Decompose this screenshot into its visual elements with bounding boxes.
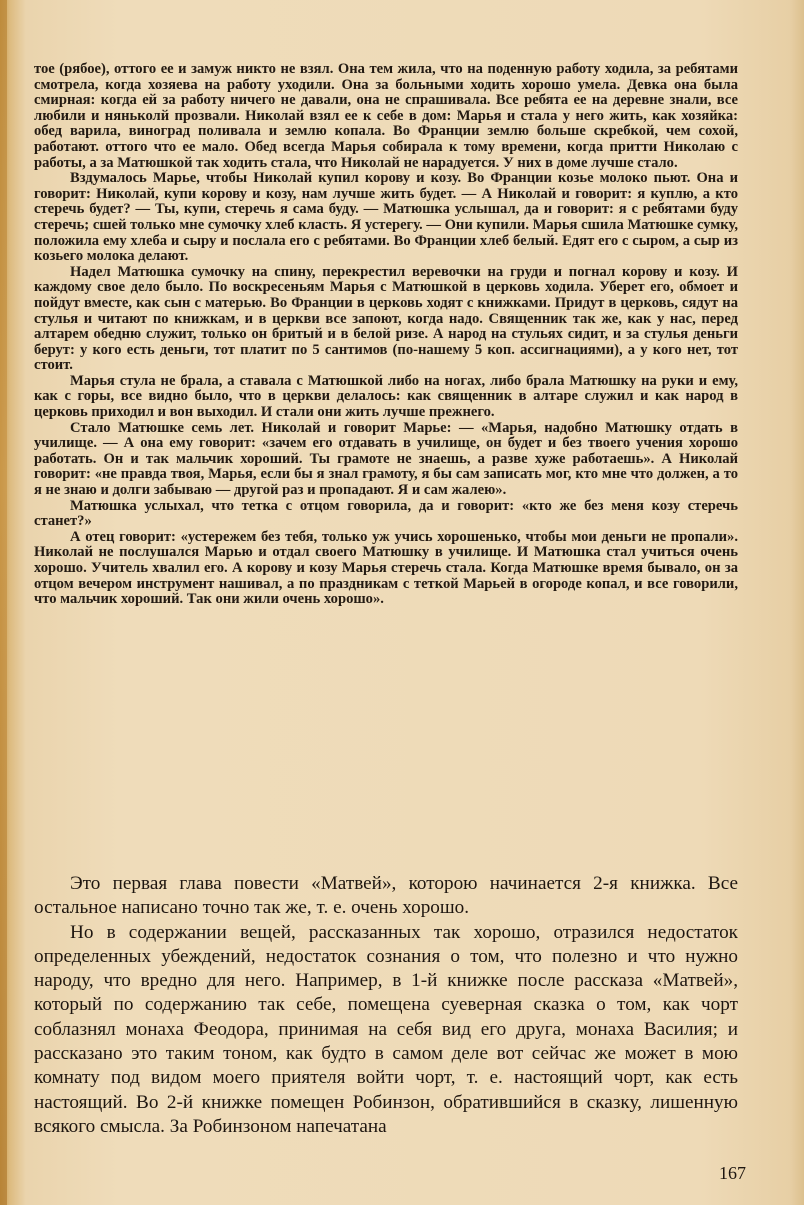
main-text bbox=[34, 872, 738, 1139]
main-paragraph: Это первая глава повести «Матвей», которою начинается 2-я книжка. Все остальное написано точно так же, т. е. очень хорошо. bbox=[34, 873, 738, 919]
page-number: 167 bbox=[719, 1163, 746, 1183]
main-paragraph: Но в содержании вещей, рассказанных так хорошо, отразился недостаток определенных убеждений, недостаток сознания о том, что полезно и что нужно народу, что вредно для него. Например, в 1-й книжке после рассказа «Матвей», который по содержанию так себе, помещена суеверная сказка о том, как чорт соблазнял монаха Феодора, принимая на себя вид его друга, монаха Василия; и рассказано это таким тоном, как будто в самом деле вот сейчас же может в мою комнату под видом моего приятеля войти чорт, т. е. настоящий чорт, как есть настоящий. Во 2-й книжке помещен Робинзон, обратившийся в сказку, лишенную всякого смысла. За Робинзоном напечатана bbox=[34, 921, 738, 1137]
excerpt-paragraph: А отец говорит: «устережем без тебя, только уж учись хорошенько, чтобы мои деньги не пропали». Николай не послушался Марью и отдал своего Матюшку в училище. И Матюшка стал учиться очень хорошо. Учитель хвалил его. А корову и козу Марья стеречь стала. Когда Матюшке время бывало, он за отцом вечером инструмент нашивал, а по праздникам с теткой Марьей в огороде копал, и все говорили, что мальчик хороший. Так они жили очень хорошо». bbox=[34, 528, 738, 608]
quoted-excerpt bbox=[34, 62, 738, 608]
excerpt-paragraph: Марья стула не брала, а ставала с Матюшкой либо на ногах, либо брала Матюшку на руки и ему, как с горы, все видно было, что в церкви делалось: как священник в алтаре служил и как народ в церковь приходил и вон выходил. И стали они жить лучше прежнего. bbox=[34, 372, 738, 421]
excerpt-paragraph: Надел Матюшка сумочку на спину, перекрестил веревочки на груди и погнал корову и козу. И каждому свое дело было. По воскресеньям Марья с Матюшкой в церковь ходила. Уберет его, обмоет и пойдут вместе, как сын с матерью. Во Франции в церковь ходят с книжками. Придут в церковь, сядут на стулья и читают по книжкам, и в церкви все запоют, когда надо. Священник так же, как у нас, перед алтарем обедню служит, только он бритый и в белой ризе. А народ на стульях сидит, и за стулья деньги берут: у кого есть деньги, тот платит по 5 сантимов (по-нашему 5 коп. ассигнациями), а у кого нет, тот стоит. bbox=[34, 263, 738, 374]
excerpt-paragraph: тое (рябое), оттого ее и замуж никто не взял. Она тем жила, что на поденную работу ходила, за ребятами смотрела, когда хозяева на работу уходили. Она за больными ходить хорошо умела. Девка она была смирная: когда ей за работу ничего не давали, она не спрашивала. Все ребята ее на деревне знали, все любили и няньколй прозвали. Николай взял ее к себе в дом: Марья и стала у него жить, как хозяйка: обед варила, виноград поливала и землю копала. Во Франции землю больше скребкой, чем сохой, работают. оттого что ее мало. Обед всегда Марья собирала к тому времени, когда притти Николаю с работы, а за Матюшкой так ходить стала, что Николай не нарадуется. У них в доме лучше стало. bbox=[34, 61, 738, 171]
excerpt-paragraph: Матюшка услыхал, что тетка с отцом говорила, да и говорит: «кто же без меня козу стеречь станет?» bbox=[34, 497, 738, 530]
excerpt-paragraph: Вздумалось Марье, чтобы Николай купил корову и козу. Во Франции козье молоко пьют. Она и говорит: Николай, купи корову и козу, нам лучше жить будет. — А Николай и говорит: я куплю, а кто стеречь будет? — Ты, купи, стеречь я сама буду. — Матюшка услышал, да и говорит: я с ребятами буду стеречь; сшей только мне сумочку хлеб класть. Я устерегу. — Они купили. Марья сшила Матюшке сумку, положила ему хлеба и сыру и послала его с ребятами. Во Франции хлеб белый. Едят его с сыром, а сыр из козьего молока делают. bbox=[34, 170, 738, 265]
excerpt-paragraph: Стало Матюшке семь лет. Николай и говорит Марье: — «Марья, надобно Матюшку отдать в училище. — А она ему говорит: «зачем его отдавать в училище, он будет и без твоего учения хорошо работать. Он и так мальчик хороший. Ты грамоте не знаешь, а разве хуже работаешь». А Николай говорит: «не правда твоя, Марья, если бы я знал грамоту, я бы сам записать мог, кто мне что должен, а то я не знаю и долги забываю — другой раз и пропадают. Я и сам жалею». bbox=[34, 419, 738, 499]
